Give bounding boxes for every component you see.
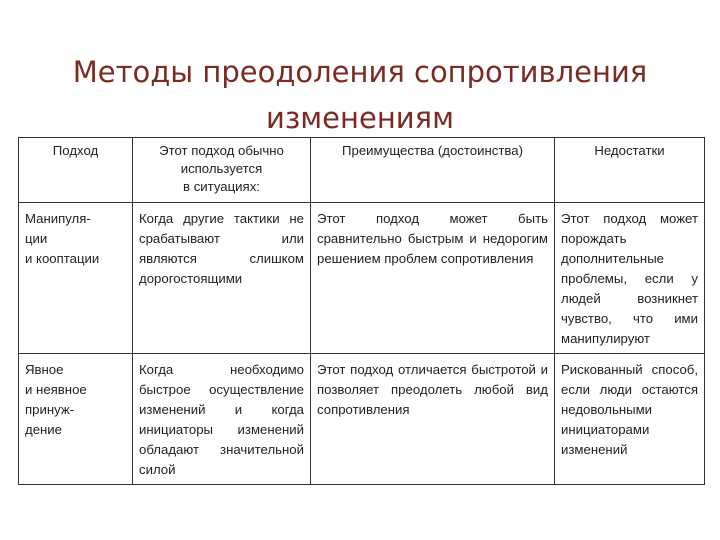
cell-approach: Манипуля- ции и кооптации bbox=[19, 203, 133, 354]
table-row bbox=[19, 354, 705, 485]
slide-title bbox=[0, 49, 720, 141]
cell-drawbacks: Этот подход может порождать дополнительные проблемы, если у людей возникнет чувство, что ими манипулируют bbox=[555, 203, 705, 354]
header-situations: Этот подход обычно используется в ситуациях: bbox=[133, 138, 311, 203]
table-header-row bbox=[19, 138, 705, 203]
cell-situations: Когда необходимо быстрое осуществление изменений и когда инициаторы изменений обладают значительной силой bbox=[133, 354, 311, 485]
header-approach: Подход bbox=[19, 138, 133, 203]
methods-table bbox=[18, 137, 705, 485]
header-advantages: Преимущества (достоинства) bbox=[311, 138, 555, 203]
cell-advantages: Этот подход отличается быстротой и позволяет преодолеть любой вид сопротивления bbox=[311, 354, 555, 485]
slide-title-line-1: Методы преодоления сопротивления bbox=[72, 55, 648, 90]
header-drawbacks: Недостатки bbox=[555, 138, 705, 203]
slide-title-line-2: изменениям bbox=[266, 101, 454, 136]
cell-situations: Когда другие тактики не срабатывают или являются слишком дорогостоящими bbox=[133, 203, 311, 354]
cell-advantages: Этот подход может быть сравнительно быстрым и недорогим решением проблем сопротивления bbox=[311, 203, 555, 354]
table-row bbox=[19, 203, 705, 354]
cell-approach: Явное и неявное принуж- дение bbox=[19, 354, 133, 485]
cell-drawbacks: Рискованный способ, если люди остаются недовольными инициаторами изменений bbox=[555, 354, 705, 485]
